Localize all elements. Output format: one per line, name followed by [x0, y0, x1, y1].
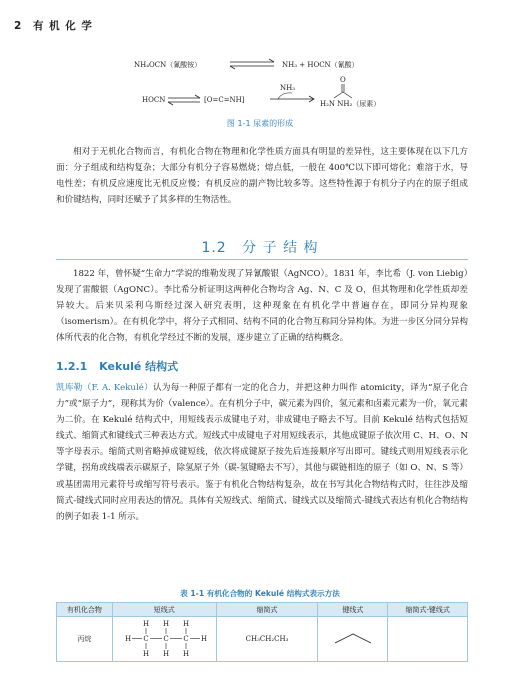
paragraph-organic-properties: 相对于无机化合物而言，有机化合物在物理和化学性质方面具有明显的差异性，这主要体现在以下几方面：分子组成和结构复杂；大部分有机分子容易燃烧；熔点低，一般在 400℃以下即可熔化；难溶于水，导电性差；有机反应速度比无机反应慢；有机反应的副产物比较多等。这些特性源于有机分子内在的原子组成和价键结构，同时还赋予了其多样的生物活性。: [56, 147, 468, 206]
book-title: 有 机 化 学: [32, 20, 93, 32]
header-short-line: 短线式: [112, 603, 216, 617]
section-heading: 分 子 结 构: [242, 240, 319, 256]
isocyanic-acid-intermediate: [O=C=NH]: [204, 96, 245, 104]
propane-skeletal-structure: [333, 631, 373, 645]
svg-text:H: H: [125, 635, 132, 643]
header-skeletal: 键线式: [318, 603, 388, 617]
table-header-row: [57, 603, 468, 617]
page-header: [14, 18, 93, 33]
svg-text:H: H: [143, 620, 150, 628]
page-number: 2: [14, 20, 23, 32]
svg-text:H: H: [201, 635, 208, 643]
reaction2-reagent: NH₃: [280, 84, 296, 92]
cell-skeletal: [318, 617, 388, 662]
subsection-number: 1.2.1: [56, 360, 88, 373]
svg-text:H: H: [183, 650, 190, 658]
table-row: [57, 617, 468, 662]
header-condensed-skeletal: 缩简式-键线式: [388, 603, 468, 617]
svg-text:H: H: [143, 650, 150, 658]
table-caption: 表 1-1 有机化合物的 Kekulé 结构式表示方法: [180, 589, 340, 598]
svg-text:H: H: [163, 620, 170, 628]
svg-text:H: H: [183, 620, 190, 628]
figure-caption: 图 1-1 尿素的形成: [226, 119, 294, 128]
cell-compound-name: 丙烷: [57, 617, 113, 662]
reaction2-reactant: HOCN: [142, 96, 166, 104]
svg-text:C: C: [143, 635, 149, 643]
subsection-heading: Kekulé 结构式: [99, 360, 179, 373]
subsection-title: [56, 358, 178, 374]
reaction1-products: NH₃ + HOCN（氰酸）: [282, 61, 359, 69]
header-compound: 有机化合物: [57, 603, 113, 617]
kekule-table: [56, 602, 468, 662]
urea-carbonyl-o: O: [340, 76, 346, 84]
reaction-arrow: [268, 90, 318, 104]
urea-product: H₂N NH₂（尿素）: [320, 100, 381, 108]
section-title: [0, 237, 520, 257]
svg-text:C: C: [163, 635, 169, 643]
svg-text:C: C: [183, 635, 189, 643]
propane-short-line-structure: [122, 618, 206, 658]
section-divider: [56, 259, 468, 260]
reaction1-reactant: NH₄OCN（氰酸铵）: [134, 61, 202, 69]
header-condensed: 缩简式: [216, 603, 318, 617]
paragraph-kekule: [56, 380, 468, 525]
equilibrium-arrow-1: [228, 58, 276, 70]
urea-bonds: [330, 84, 360, 100]
kekule-name: 凯库勒（F. A. Kekulé）: [56, 383, 153, 393]
kekule-text: 认为每一种原子都有一定的化合力，并把这种力叫作 atomicity，译为“原子化合力”或“原子力”，现称其为价（valence）。在有机分子中，碳元素为四价，氢元素和卤素元素为一价，氧元素为二价。在 Kekulé 结构式中，用短线表示成键电子对，非成键电子略去不写。目前 Kekulé 结构式包括短线式、缩简式和键线式三种表达方式。短线式中成键电子对用短线表示，其他成键原子依次用 C、H、O、N 等字母表示。缩简式则省略掉成键短线，依次将成键原子按先后连接顺序写出即可。键线式则用短线表示化学键，拐角或线端表示碳原子，除氢原子外（碳-氢键略去不写），其他与碳链相连的原子（如 O、N、S 等）或基团需用元素符号或缩写符号表示。鉴于有机化合物结构复杂，故在书写其化合物结构式时，往往涉及缩简式-键线式同时应用表达的情况。具体有关短线式、缩简式、键线式以及缩简式-键线式表达有机化合物结构的例子如表 1-1 所示。: [56, 383, 468, 522]
equilibrium-arrow-2: [166, 94, 202, 106]
paragraph-isomerism: 1822 年，曾怀疑“生命力”学说的维勒发现了异氰酸银（AgNCO）。1831 年，李比希（J. von Liebig）发现了雷酸银（AgONC）。李比希分析证明这两种化合物均含 Ag、N、C 及 O，但其物理和化学性质却差异较大。后来贝采利乌斯经过深入研究表明，这种现象在有机化学中普遍存在，即同分异构现象（isomerism）。在有机化学中，将分子式相同、结构不同的化合物互称同分异构体。为进一步区分同分异构体所代表的化合物，有机化学经过不断的发展，逐步建立了正确的结构概念。: [56, 269, 468, 344]
section-number: 1.2: [201, 240, 227, 256]
cell-short-line: [112, 617, 216, 662]
svg-text:H: H: [163, 650, 170, 658]
cell-condensed-skeletal: [388, 617, 468, 662]
cell-condensed: CH₃CH₂CH₃: [216, 617, 318, 662]
